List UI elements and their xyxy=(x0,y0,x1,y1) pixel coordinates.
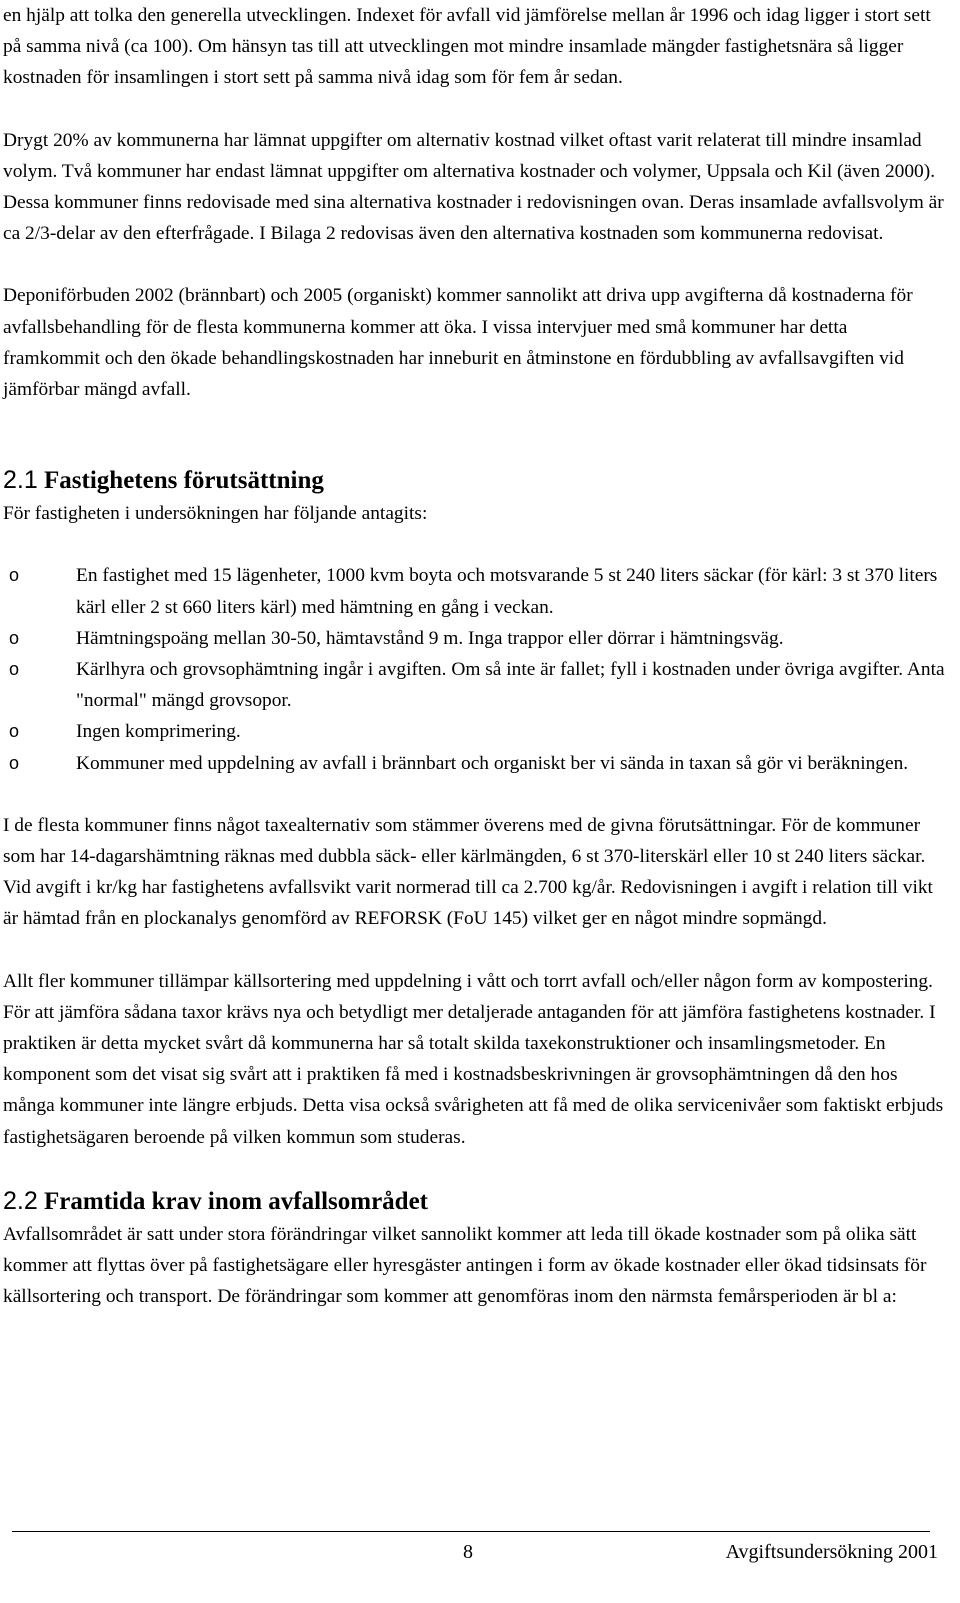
page-content xyxy=(3,0,948,1313)
paragraph-index-development: en hjälp att tolka den generella utvecklingen. Indexet för avfall vid jämförelse mellan år 1996 och idag ligger i stort sett på samma nivå (ca 100). Om hänsyn tas till att utvecklingen mot mindre insamlade mängder fastighetsnära så ligger kostnaden för insamlingen i stort sett på samma nivå idag som för fem år sedan. xyxy=(3,5,931,89)
list-item xyxy=(3,654,948,716)
section-intro: För fastigheten i undersökningen har följande antagits: xyxy=(3,503,428,525)
bullet-marker: o xyxy=(9,565,20,586)
list-item xyxy=(3,716,948,747)
footer-document-title: Avgiftsundersökning 2001 xyxy=(725,1541,938,1563)
footer-divider xyxy=(12,1531,930,1532)
section-title: Framtida krav inom avfallsområdet xyxy=(44,1187,428,1215)
list-item xyxy=(3,748,948,779)
section-number: 2.2 xyxy=(3,1186,38,1215)
paragraph-landfill-bans: Deponiförbuden 2002 (brännbart) och 2005 (organiskt) kommer sannolikt att driva upp avgifterna då kostnaderna för avfallsbehandling för de flesta kommunerna kommer att öka. I vissa intervjuer med små kommuner har detta framkommit och den ökade behandlingskostnaden har inneburit en åtminstone en fördubbling av avfallsavgiften vid jämförbar mängd avfall. xyxy=(3,285,913,401)
list-item-text: Ingen komprimering. xyxy=(76,721,241,743)
paragraph-source-sorting: Allt fler kommuner tillämpar källsortering med uppdelning i vått och torrt avfall och/eller någon form av kompostering. För att jämföra sådana taxor krävs nya och betydligt mer detaljerade antaganden för att jämföra fastighetens kostnader. I praktiken är detta mycket svårt då kommunerna har så totalt skilda taxekonstruktioner och insamlingsmetoder. En komponent som det visat sig svårt att i praktiken få med i kostnadsbeskrivningen är grovsophämtningen då den hos många kommuner inte längre erbjuds. Detta visa också svårigheten att få med de olika servicenivåer som faktiskt erbjuds fastighetsägaren beroende på vilken kommun som studeras. xyxy=(3,970,944,1148)
bullet-marker: o xyxy=(9,627,20,648)
bullet-marker: o xyxy=(9,752,20,773)
list-item-text: Hämtningspoäng mellan 30-50, hämtavstånd 9 m. Inga trappor eller dörrar i hämtningsväg. xyxy=(76,627,784,649)
bullet-marker: o xyxy=(9,721,20,742)
paragraph-tax-alternatives: I de flesta kommuner finns något taxealternativ som stämmer överens med de givna förutsättningar. För de kommuner som har 14-dagarshämtning räknas med dubbla säck- eller kärlmängden, 6 st 370-literskärl eller 10 st 240 liters säckar. Vid avgift i kr/kg har fastighetens avfallsvikt varit normerad till ca 2.700 kg/år. Redovisningen i avgift i relation till vikt är hämtad från en plockanalys genomförd av REFORSK (FoU 145) vilket ger en något mindre sopmängd. xyxy=(3,814,933,930)
section-title: Fastighetens förutsättning xyxy=(44,467,324,495)
list-item-text: En fastighet med 15 lägenheter, 1000 kvm boyta och motsvarande 5 st 240 liters säckar (för kärl: 3 st 370 liters kärl eller 2 st 660 liters kärl) med hämtning en gång i veckan. xyxy=(76,565,938,618)
paragraph-future-requirements: Avfallsområdet är satt under stora förändringar vilket sannolikt kommer att leda till ökade kostnader som på olika sätt kommer att flyttas över på fastighetsägare eller hyresgäster antingen i form av ökade kostnader eller ökad tidsinsats för källsortering och transport. De förändringar som kommer att genomföras inom den närmsta femårsperioden är bl a: xyxy=(3,1223,927,1308)
bullet-marker: o xyxy=(9,659,20,680)
page-number: 8 xyxy=(463,1541,473,1563)
list-item xyxy=(3,560,948,622)
list-item-text: Kärlhyra och grovsophämtning ingår i avgiften. Om så inte är fallet; fyll i kostnaden under övriga avgifter. Anta "normal" mängd grovsopor. xyxy=(76,659,945,712)
section-number: 2.1 xyxy=(3,466,38,495)
section-heading-2-2 xyxy=(3,1184,948,1219)
paragraph-alternative-costs: Drygt 20% av kommunerna har lämnat uppgifter om alternativ kostnad vilket oftast varit relaterat till mindre insamlad volym. Två kommuner har endast lämnat uppgifter om alternativa kostnader och volymer, Uppsala och Kil (även 2000). Dessa kommuner finns redovisade med sina alternativa kostnader i redovisningen ovan. Deras insamlade avfallsvolym är ca 2/3-delar av den efterfrågade. I Bilaga 2 redovisas även den alternativa kostnaden som kommunerna redovisat. xyxy=(3,129,944,245)
list-item xyxy=(3,623,948,654)
section-heading-2-1 xyxy=(3,463,948,498)
list-item-text: Kommuner med uppdelning av avfall i brännbart och organiskt ber vi sända in taxan så gör vi beräkningen. xyxy=(76,752,909,774)
assumptions-list xyxy=(3,560,948,778)
